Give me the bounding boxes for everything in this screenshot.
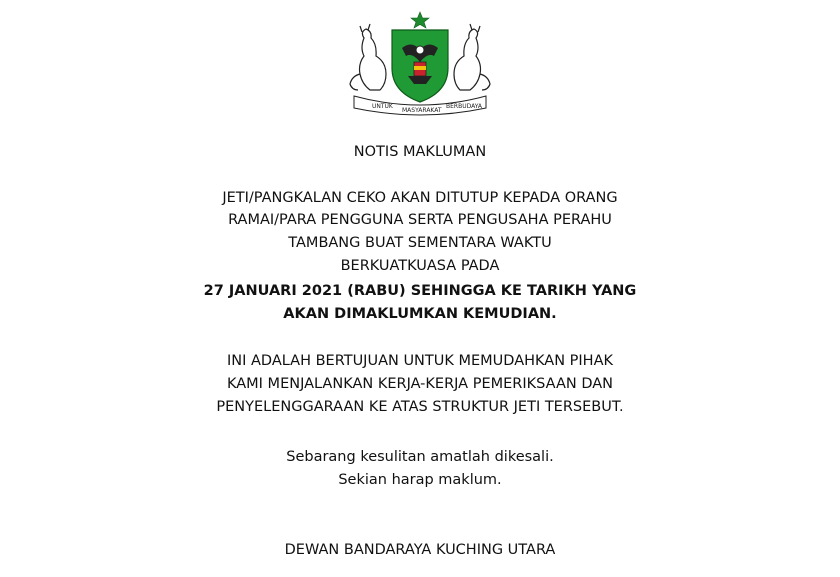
motto-word-3: BERBUDAYA	[446, 103, 483, 110]
para2-line-3: PENYELENGGARAAN KE ATAS STRUKTUR JETI TERSEBUT.	[216, 399, 624, 415]
para2-line-2: KAMI MENJALANKAN KERJA-KERJA PEMERIKSAAN DAN	[226, 376, 613, 392]
coat-of-arms-logo	[340, 10, 500, 120]
left-cat-supporter	[350, 24, 386, 90]
para1-bold-line-1: 27 JANUARI 2021 (RABU) SEHINGGA KE TARIKH YANG	[203, 283, 637, 299]
para1-line-4: BERKUATKUASA PADA	[340, 258, 500, 274]
closing-line-1: Sebarang kesulitan amatlah dikesali.	[286, 449, 554, 465]
para1-line-3: TAMBANG BUAT SEMENTARA WAKTU	[288, 235, 552, 251]
motto-word-2: MASYARAKAT	[402, 107, 442, 114]
motto-word-1: UNTUK	[372, 103, 393, 110]
para2-line-1: INI ADALAH BERTUJUAN UNTUK MEMUDAHKAN PIHAK	[226, 353, 614, 369]
closing-line-2: Sekian harap maklum.	[338, 472, 502, 488]
para1-line-1: JETI/PANGKALAN CEKO AKAN DITUTUP KEPADA ORANG	[222, 190, 618, 206]
signature: DEWAN BANDARAYA KUCHING UTARA	[284, 542, 556, 558]
star-icon	[411, 12, 429, 28]
para1-bold-line-2: AKAN DIMAKLUMKAN KEMUDIAN.	[283, 306, 557, 322]
para1-line-2: RAMAI/PARA PENGGUNA SERTA PENGUSAHA PERAHU	[228, 212, 612, 228]
right-cat-supporter	[454, 24, 490, 90]
notice-title: NOTIS MAKLUMAN	[353, 144, 487, 160]
